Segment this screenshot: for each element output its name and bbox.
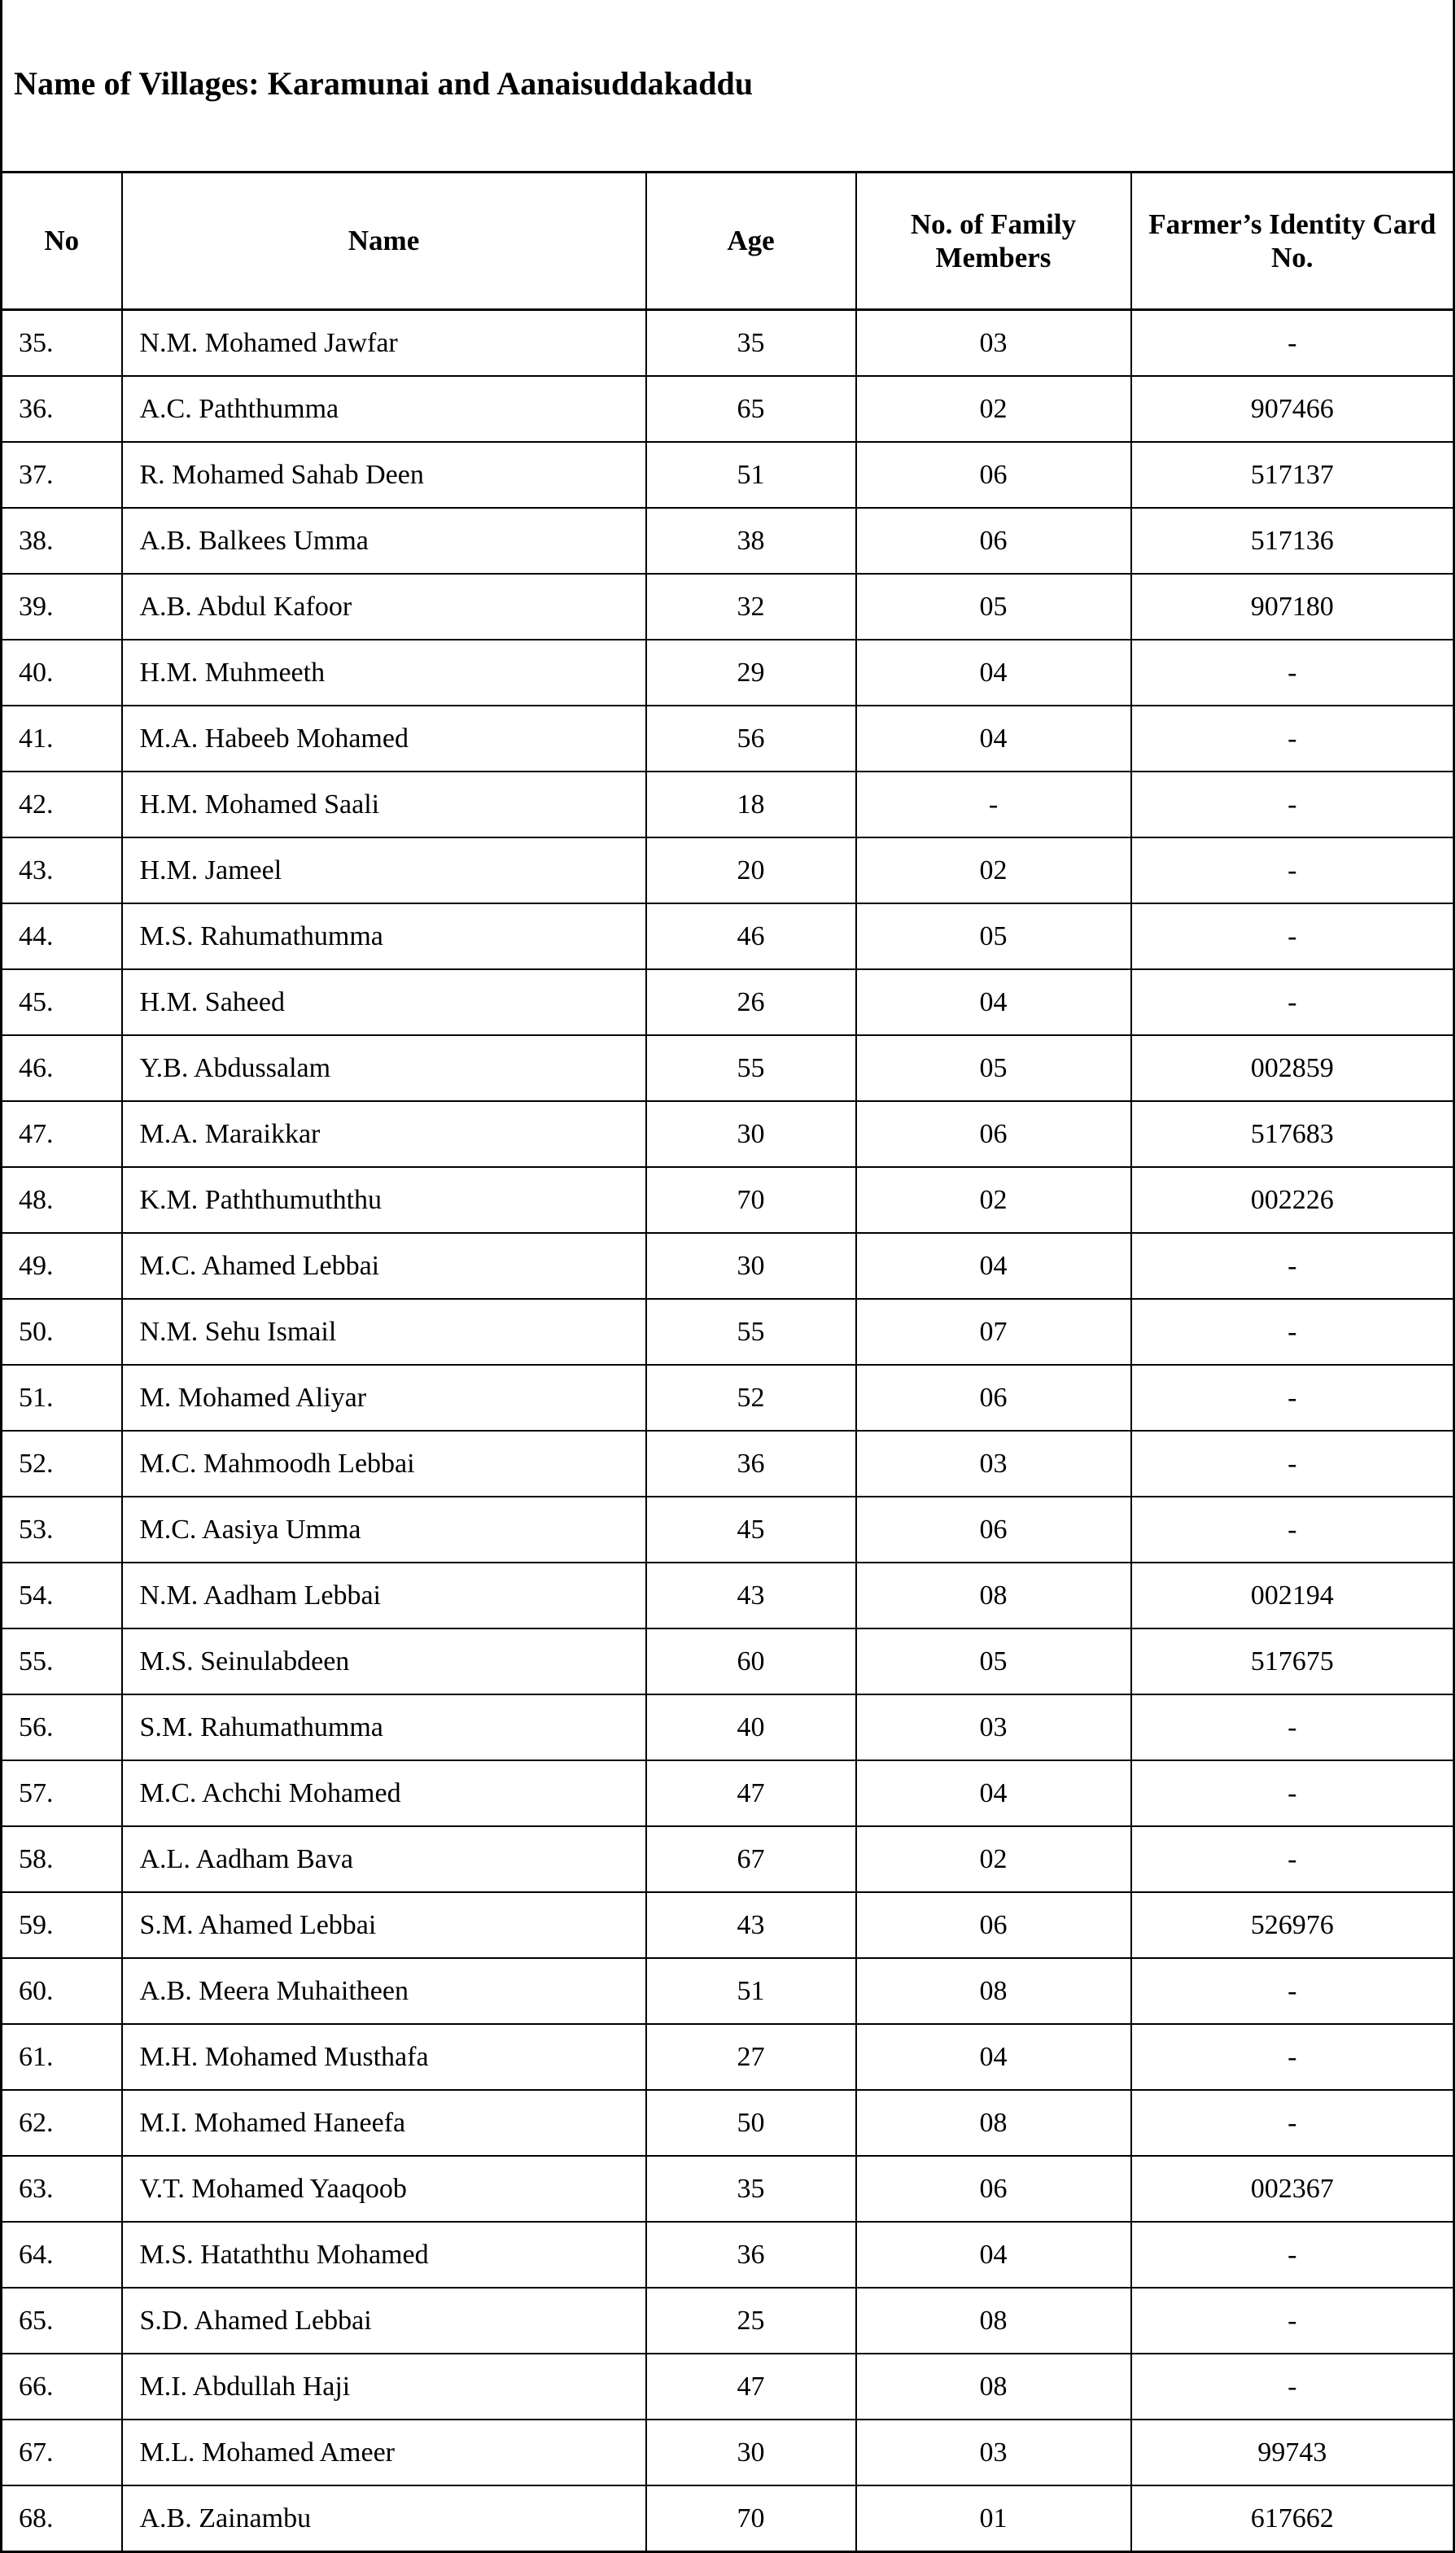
- cell-age: 51: [646, 442, 856, 508]
- table-head: [2, 0, 1454, 310]
- cell-family: 02: [856, 837, 1131, 903]
- table-row: [2, 2024, 1454, 2090]
- cell-card: 617662: [1131, 2485, 1454, 2552]
- table-row: [2, 1299, 1454, 1365]
- cell-no: 61.: [2, 2024, 122, 2090]
- cell-no: 56.: [2, 1694, 122, 1760]
- cell-no: 49.: [2, 1233, 122, 1299]
- cell-age: 70: [646, 2485, 856, 2552]
- table-row: [2, 1628, 1454, 1694]
- cell-family: 08: [856, 2354, 1131, 2420]
- cell-age: 52: [646, 1365, 856, 1431]
- cell-name: A.B. Zainambu: [122, 2485, 646, 2552]
- cell-age: 67: [646, 1826, 856, 1892]
- cell-age: 26: [646, 969, 856, 1035]
- cell-family: 03: [856, 1694, 1131, 1760]
- cell-no: 58.: [2, 1826, 122, 1892]
- cell-no: 54.: [2, 1563, 122, 1628]
- cell-no: 47.: [2, 1101, 122, 1167]
- cell-name: H.M. Jameel: [122, 837, 646, 903]
- cell-no: 35.: [2, 310, 122, 377]
- cell-name: A.B. Balkees Umma: [122, 508, 646, 574]
- cell-no: 39.: [2, 574, 122, 640]
- cell-family: -: [856, 772, 1131, 837]
- cell-no: 48.: [2, 1167, 122, 1233]
- cell-age: 46: [646, 903, 856, 969]
- cell-card: -: [1131, 1365, 1454, 1431]
- cell-no: 66.: [2, 2354, 122, 2420]
- table-row: [2, 574, 1454, 640]
- cell-name: M.S. Seinulabdeen: [122, 1628, 646, 1694]
- table-row: [2, 1958, 1454, 2024]
- cell-no: 63.: [2, 2156, 122, 2222]
- table-row: [2, 1167, 1454, 1233]
- cell-no: 46.: [2, 1035, 122, 1101]
- column-header-no: No: [2, 173, 122, 310]
- cell-card: -: [1131, 2090, 1454, 2156]
- cell-name: S.M. Rahumathumma: [122, 1694, 646, 1760]
- cell-family: 04: [856, 2222, 1131, 2288]
- cell-name: N.M. Sehu Ismail: [122, 1299, 646, 1365]
- title-row: [2, 0, 1454, 173]
- column-header-card: Farmer’s Identity Card No.: [1131, 173, 1454, 310]
- cell-age: 60: [646, 1628, 856, 1694]
- cell-age: 30: [646, 1233, 856, 1299]
- table-row: [2, 1101, 1454, 1167]
- table-row: [2, 640, 1454, 706]
- cell-name: A.B. Abdul Kafoor: [122, 574, 646, 640]
- cell-family: 08: [856, 2090, 1131, 2156]
- cell-age: 38: [646, 508, 856, 574]
- cell-name: K.M. Paththumuththu: [122, 1167, 646, 1233]
- cell-family: 07: [856, 1299, 1131, 1365]
- header-row: [2, 173, 1454, 310]
- cell-age: 43: [646, 1892, 856, 1958]
- cell-name: N.M. Aadham Lebbai: [122, 1563, 646, 1628]
- cell-name: A.C. Paththumma: [122, 376, 646, 442]
- cell-family: 03: [856, 1431, 1131, 1497]
- cell-name: V.T. Mohamed Yaaqoob: [122, 2156, 646, 2222]
- cell-name: Y.B. Abdussalam: [122, 1035, 646, 1101]
- cell-age: 43: [646, 1563, 856, 1628]
- cell-name: M.I. Abdullah Haji: [122, 2354, 646, 2420]
- cell-no: 44.: [2, 903, 122, 969]
- cell-family: 06: [856, 442, 1131, 508]
- cell-family: 02: [856, 1167, 1131, 1233]
- cell-name: M.S. Hataththu Mohamed: [122, 2222, 646, 2288]
- cell-card: -: [1131, 1760, 1454, 1826]
- cell-family: 03: [856, 310, 1131, 377]
- cell-name: A.B. Meera Muhaitheen: [122, 1958, 646, 2024]
- cell-no: 53.: [2, 1497, 122, 1563]
- cell-name: M. Mohamed Aliyar: [122, 1365, 646, 1431]
- table-row: [2, 1365, 1454, 1431]
- cell-family: 04: [856, 969, 1131, 1035]
- cell-card: -: [1131, 969, 1454, 1035]
- cell-name: M.C. Achchi Mohamed: [122, 1760, 646, 1826]
- table-row: [2, 837, 1454, 903]
- cell-age: 55: [646, 1035, 856, 1101]
- cell-card: -: [1131, 2354, 1454, 2420]
- table-row: [2, 772, 1454, 837]
- cell-family: 04: [856, 2024, 1131, 2090]
- cell-card: -: [1131, 1694, 1454, 1760]
- cell-no: 68.: [2, 2485, 122, 2552]
- cell-card: -: [1131, 310, 1454, 377]
- cell-name: S.D. Ahamed Lebbai: [122, 2288, 646, 2354]
- cell-no: 62.: [2, 2090, 122, 2156]
- cell-no: 50.: [2, 1299, 122, 1365]
- cell-family: 04: [856, 640, 1131, 706]
- cell-no: 64.: [2, 2222, 122, 2288]
- cell-age: 25: [646, 2288, 856, 2354]
- cell-no: 42.: [2, 772, 122, 837]
- cell-family: 02: [856, 376, 1131, 442]
- cell-name: M.A. Habeeb Mohamed: [122, 706, 646, 772]
- cell-age: 32: [646, 574, 856, 640]
- cell-card: -: [1131, 1299, 1454, 1365]
- cell-card: -: [1131, 640, 1454, 706]
- cell-card: 517683: [1131, 1101, 1454, 1167]
- cell-no: 57.: [2, 1760, 122, 1826]
- cell-card: -: [1131, 903, 1454, 969]
- cell-name: H.M. Muhmeeth: [122, 640, 646, 706]
- cell-card: -: [1131, 1497, 1454, 1563]
- cell-name: M.C. Mahmoodh Lebbai: [122, 1431, 646, 1497]
- table-row: [2, 1233, 1454, 1299]
- cell-family: 08: [856, 2288, 1131, 2354]
- cell-card: 517675: [1131, 1628, 1454, 1694]
- cell-card: -: [1131, 2288, 1454, 2354]
- cell-name: H.M. Mohamed Saali: [122, 772, 646, 837]
- cell-name: A.L. Aadham Bava: [122, 1826, 646, 1892]
- cell-family: 08: [856, 1563, 1131, 1628]
- cell-age: 30: [646, 1101, 856, 1167]
- table-row: [2, 310, 1454, 377]
- cell-name: N.M. Mohamed Jawfar: [122, 310, 646, 377]
- cell-name: H.M. Saheed: [122, 969, 646, 1035]
- cell-age: 51: [646, 1958, 856, 2024]
- cell-card: -: [1131, 706, 1454, 772]
- cell-no: 59.: [2, 1892, 122, 1958]
- cell-card: -: [1131, 2024, 1454, 2090]
- cell-family: 05: [856, 1035, 1131, 1101]
- cell-age: 45: [646, 1497, 856, 1563]
- cell-family: 05: [856, 903, 1131, 969]
- cell-no: 52.: [2, 1431, 122, 1497]
- table-row: [2, 2156, 1454, 2222]
- table-row: [2, 442, 1454, 508]
- cell-family: 08: [856, 1958, 1131, 2024]
- table-row: [2, 2485, 1454, 2552]
- cell-family: 04: [856, 706, 1131, 772]
- cell-family: 06: [856, 508, 1131, 574]
- column-header-family: No. of Family Members: [856, 173, 1131, 310]
- cell-age: 40: [646, 1694, 856, 1760]
- cell-name: M.C. Aasiya Umma: [122, 1497, 646, 1563]
- cell-card: 907466: [1131, 376, 1454, 442]
- cell-card: -: [1131, 772, 1454, 837]
- table-row: [2, 1497, 1454, 1563]
- cell-age: 47: [646, 1760, 856, 1826]
- cell-age: 70: [646, 1167, 856, 1233]
- cell-age: 50: [646, 2090, 856, 2156]
- cell-no: 51.: [2, 1365, 122, 1431]
- cell-name: M.C. Ahamed Lebbai: [122, 1233, 646, 1299]
- cell-no: 65.: [2, 2288, 122, 2354]
- cell-no: 38.: [2, 508, 122, 574]
- cell-family: 06: [856, 1892, 1131, 1958]
- cell-age: 36: [646, 2222, 856, 2288]
- cell-age: 27: [646, 2024, 856, 2090]
- cell-card: -: [1131, 2222, 1454, 2288]
- cell-card: -: [1131, 1826, 1454, 1892]
- cell-age: 56: [646, 706, 856, 772]
- cell-age: 35: [646, 310, 856, 377]
- cell-card: 517136: [1131, 508, 1454, 574]
- cell-name: M.H. Mohamed Musthafa: [122, 2024, 646, 2090]
- cell-age: 65: [646, 376, 856, 442]
- table-row: [2, 1563, 1454, 1628]
- cell-name: S.M. Ahamed Lebbai: [122, 1892, 646, 1958]
- document-title: Name of Villages: Karamunai and Aanaisuddakaddu: [2, 0, 1454, 173]
- table-row: [2, 2288, 1454, 2354]
- cell-name: R. Mohamed Sahab Deen: [122, 442, 646, 508]
- cell-card: 517137: [1131, 442, 1454, 508]
- cell-age: 29: [646, 640, 856, 706]
- cell-card: -: [1131, 1431, 1454, 1497]
- table-row: [2, 2090, 1454, 2156]
- cell-no: 40.: [2, 640, 122, 706]
- cell-no: 60.: [2, 1958, 122, 2024]
- cell-age: 55: [646, 1299, 856, 1365]
- cell-age: 30: [646, 2420, 856, 2485]
- cell-name: M.I. Mohamed Haneefa: [122, 2090, 646, 2156]
- cell-family: 06: [856, 1101, 1131, 1167]
- cell-family: 04: [856, 1760, 1131, 1826]
- cell-age: 47: [646, 2354, 856, 2420]
- table-row: [2, 1694, 1454, 1760]
- cell-family: 01: [856, 2485, 1131, 2552]
- table-row: [2, 1892, 1454, 1958]
- cell-card: 526976: [1131, 1892, 1454, 1958]
- cell-family: 04: [856, 1233, 1131, 1299]
- cell-age: 36: [646, 1431, 856, 1497]
- cell-card: 002859: [1131, 1035, 1454, 1101]
- cell-card: 99743: [1131, 2420, 1454, 2485]
- table-row: [2, 2354, 1454, 2420]
- table-row: [2, 1760, 1454, 1826]
- cell-no: 67.: [2, 2420, 122, 2485]
- table-row: [2, 706, 1454, 772]
- table-row: [2, 1826, 1454, 1892]
- table-row: [2, 1431, 1454, 1497]
- cell-no: 36.: [2, 376, 122, 442]
- cell-card: 907180: [1131, 574, 1454, 640]
- column-header-age: Age: [646, 173, 856, 310]
- cell-family: 06: [856, 1497, 1131, 1563]
- cell-card: -: [1131, 1233, 1454, 1299]
- cell-family: 06: [856, 2156, 1131, 2222]
- cell-name: M.A. Maraikkar: [122, 1101, 646, 1167]
- cell-no: 55.: [2, 1628, 122, 1694]
- column-header-name: Name: [122, 173, 646, 310]
- table-body: [2, 310, 1454, 2552]
- cell-family: 05: [856, 1628, 1131, 1694]
- cell-card: 002367: [1131, 2156, 1454, 2222]
- cell-no: 41.: [2, 706, 122, 772]
- table-row: [2, 2222, 1454, 2288]
- cell-family: 06: [856, 1365, 1131, 1431]
- cell-no: 45.: [2, 969, 122, 1035]
- cell-card: 002226: [1131, 1167, 1454, 1233]
- cell-card: -: [1131, 1958, 1454, 2024]
- cell-age: 35: [646, 2156, 856, 2222]
- table-row: [2, 376, 1454, 442]
- cell-age: 18: [646, 772, 856, 837]
- table-row: [2, 969, 1454, 1035]
- table-row: [2, 508, 1454, 574]
- cell-age: 20: [646, 837, 856, 903]
- table-row: [2, 903, 1454, 969]
- cell-name: M.S. Rahumathumma: [122, 903, 646, 969]
- cell-card: 002194: [1131, 1563, 1454, 1628]
- cell-family: 03: [856, 2420, 1131, 2485]
- cell-no: 37.: [2, 442, 122, 508]
- cell-family: 02: [856, 1826, 1131, 1892]
- cell-no: 43.: [2, 837, 122, 903]
- cell-name: M.L. Mohamed Ameer: [122, 2420, 646, 2485]
- cell-family: 05: [856, 574, 1131, 640]
- table-row: [2, 1035, 1454, 1101]
- table-row: [2, 2420, 1454, 2485]
- cell-card: -: [1131, 837, 1454, 903]
